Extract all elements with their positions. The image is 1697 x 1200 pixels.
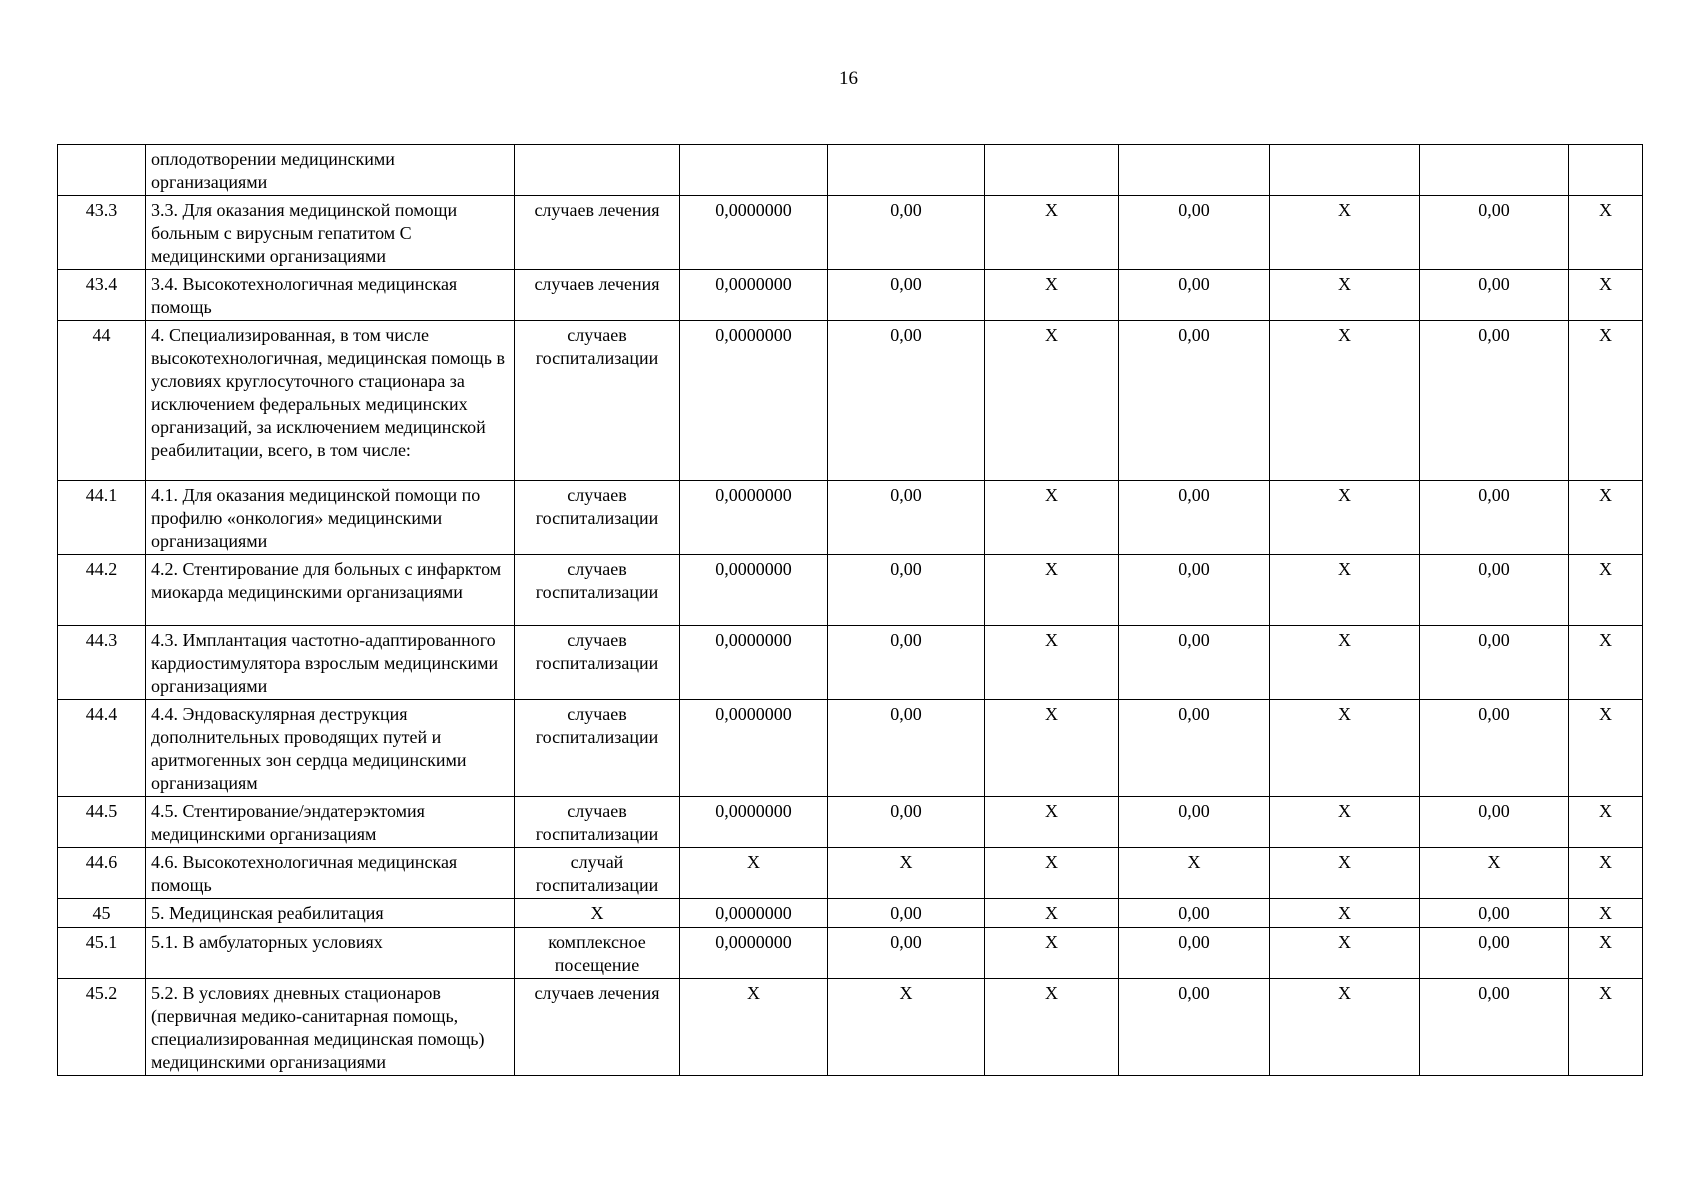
value-cell: 0,00 [828, 555, 985, 626]
value-cell: 0,00 [1119, 321, 1270, 481]
description-cell: 4.4. Эндоваскулярная деструкция дополнительных проводящих путей и аритмогенных зон сердца медицинскими организациям [146, 700, 515, 797]
value-cell: 0,00 [828, 928, 985, 979]
value-cell: X [1569, 928, 1643, 979]
value-cell: X [1270, 196, 1420, 270]
value-cell: 0,00 [828, 196, 985, 270]
value-cell: X [1569, 700, 1643, 797]
row-number-cell: 44.3 [58, 626, 146, 700]
row-number-cell [58, 145, 146, 196]
unit-cell: случаев лечения [515, 196, 680, 270]
value-cell: 0,00 [828, 270, 985, 321]
table-row [58, 270, 1643, 321]
table-row [58, 145, 1643, 196]
table-row [58, 321, 1643, 481]
value-cell: 0,00 [1420, 196, 1569, 270]
row-number-cell: 45 [58, 899, 146, 928]
value-cell: X [985, 899, 1119, 928]
unit-cell [515, 145, 680, 196]
value-cell: X [985, 481, 1119, 555]
value-cell [985, 145, 1119, 196]
value-cell: 0,0000000 [680, 555, 828, 626]
description-cell: оплодотворении медицинскими организациями [146, 145, 515, 196]
value-cell: X [680, 979, 828, 1076]
row-number-cell: 45.1 [58, 928, 146, 979]
value-cell: X [1569, 899, 1643, 928]
unit-cell: комплексное посещение [515, 928, 680, 979]
value-cell: 0,00 [1119, 928, 1270, 979]
unit-cell: случаев госпитализации [515, 797, 680, 848]
value-cell: X [1569, 481, 1643, 555]
description-cell: 5.2. В условиях дневных стационаров (первичная медико-санитарная помощь, специализированная медицинская помощь) медицинскими организациями [146, 979, 515, 1076]
value-cell: X [1270, 899, 1420, 928]
row-number-cell: 44.6 [58, 848, 146, 899]
table-row [58, 797, 1643, 848]
value-cell: X [985, 797, 1119, 848]
table-row [58, 626, 1643, 700]
description-cell: 4.5. Стентирование/эндатерэктомия медицинскими организациям [146, 797, 515, 848]
value-cell: X [1270, 700, 1420, 797]
row-number-cell: 44.1 [58, 481, 146, 555]
value-cell: 0,00 [828, 481, 985, 555]
value-cell: X [1270, 321, 1420, 481]
description-cell: 4.6. Высокотехнологичная медицинская помощь [146, 848, 515, 899]
row-number-cell: 43.3 [58, 196, 146, 270]
value-cell: X [1569, 848, 1643, 899]
value-cell: X [1569, 555, 1643, 626]
unit-cell: случаев госпитализации [515, 555, 680, 626]
value-cell [1569, 145, 1643, 196]
table-row [58, 555, 1643, 626]
value-cell [680, 145, 828, 196]
table-body [58, 145, 1643, 1076]
value-cell: 0,0000000 [680, 481, 828, 555]
description-cell: 5. Медицинская реабилитация [146, 899, 515, 928]
unit-cell: случаев госпитализации [515, 700, 680, 797]
value-cell: 0,00 [1420, 899, 1569, 928]
row-number-cell: 44.4 [58, 700, 146, 797]
value-cell: 0,00 [1119, 626, 1270, 700]
value-cell: 0,00 [1119, 797, 1270, 848]
value-cell: 0,00 [1420, 979, 1569, 1076]
value-cell: X [985, 700, 1119, 797]
row-number-cell: 44 [58, 321, 146, 481]
value-cell: 0,0000000 [680, 928, 828, 979]
table-row [58, 848, 1643, 899]
value-cell: 0,00 [1119, 899, 1270, 928]
row-number-cell: 43.4 [58, 270, 146, 321]
row-number-cell: 44.5 [58, 797, 146, 848]
unit-cell: случаев госпитализации [515, 481, 680, 555]
value-cell [828, 145, 985, 196]
description-cell: 3.4. Высокотехнологичная медицинская помощь [146, 270, 515, 321]
table-row [58, 928, 1643, 979]
value-cell: X [985, 555, 1119, 626]
unit-cell: случай госпитализации [515, 848, 680, 899]
value-cell: 0,00 [1420, 626, 1569, 700]
row-number-cell: 45.2 [58, 979, 146, 1076]
value-cell: X [1569, 979, 1643, 1076]
value-cell: 0,0000000 [680, 270, 828, 321]
value-cell: 0,00 [1420, 270, 1569, 321]
value-cell: 0,00 [828, 321, 985, 481]
value-cell: X [985, 848, 1119, 899]
value-cell: X [1270, 555, 1420, 626]
unit-cell: случаев госпитализации [515, 626, 680, 700]
description-cell: 3.3. Для оказания медицинской помощи больным с вирусным гепатитом С медицинскими организациями [146, 196, 515, 270]
value-cell: X [1569, 797, 1643, 848]
value-cell: 0,00 [828, 899, 985, 928]
value-cell: 0,0000000 [680, 797, 828, 848]
value-cell: X [985, 979, 1119, 1076]
value-cell: X [1119, 848, 1270, 899]
value-cell: 0,00 [1119, 700, 1270, 797]
value-cell: X [1270, 270, 1420, 321]
value-cell: X [1569, 626, 1643, 700]
value-cell: 0,00 [1420, 700, 1569, 797]
value-cell: X [1270, 928, 1420, 979]
value-cell: 0,0000000 [680, 196, 828, 270]
description-cell: 4.3. Имплантация частотно-адаптированного кардиостимулятора взрослым медицинскими организациями [146, 626, 515, 700]
value-cell: X [1569, 196, 1643, 270]
description-cell: 4.2. Стентирование для больных с инфарктом миокарда медицинскими организациями [146, 555, 515, 626]
value-cell: X [1270, 481, 1420, 555]
description-cell: 4. Специализированная, в том числе высокотехнологичная, медицинская помощь в условиях круглосуточного стационара за исключением федеральных медицинских организаций, за исключением медицинской реабилитации, всего, в том числе: [146, 321, 515, 481]
table-row [58, 700, 1643, 797]
value-cell: X [680, 848, 828, 899]
value-cell: X [828, 848, 985, 899]
value-cell: X [985, 321, 1119, 481]
description-cell: 4.1. Для оказания медицинской помощи по профилю «онкология» медицинскими организациями [146, 481, 515, 555]
value-cell: 0,00 [828, 626, 985, 700]
unit-cell: случаев лечения [515, 979, 680, 1076]
table-row [58, 979, 1643, 1076]
value-cell: 0,0000000 [680, 899, 828, 928]
page-number: 16 [839, 68, 858, 89]
value-cell: X [985, 270, 1119, 321]
data-table [57, 144, 1643, 1076]
value-cell [1119, 145, 1270, 196]
value-cell: 0,00 [1119, 196, 1270, 270]
value-cell: X [985, 626, 1119, 700]
description-cell: 5.1. В амбулаторных условиях [146, 928, 515, 979]
table-row [58, 196, 1643, 270]
value-cell [1270, 145, 1420, 196]
value-cell: 0,00 [1119, 481, 1270, 555]
value-cell: X [985, 928, 1119, 979]
value-cell: 0,00 [1420, 928, 1569, 979]
value-cell: X [1270, 626, 1420, 700]
unit-cell: случаев госпитализации [515, 321, 680, 481]
value-cell: X [828, 979, 985, 1076]
value-cell: 0,00 [1420, 555, 1569, 626]
value-cell: 0,00 [1119, 270, 1270, 321]
value-cell: X [1569, 321, 1643, 481]
value-cell: X [1569, 270, 1643, 321]
value-cell: 0,00 [828, 700, 985, 797]
value-cell: 0,00 [1420, 481, 1569, 555]
value-cell: 0,0000000 [680, 321, 828, 481]
value-cell: X [1420, 848, 1569, 899]
value-cell: 0,0000000 [680, 626, 828, 700]
unit-cell: X [515, 899, 680, 928]
value-cell: X [1270, 979, 1420, 1076]
value-cell: X [985, 196, 1119, 270]
value-cell: X [1270, 848, 1420, 899]
value-cell: 0,00 [828, 797, 985, 848]
value-cell: X [1270, 797, 1420, 848]
value-cell: 0,0000000 [680, 700, 828, 797]
value-cell: 0,00 [1420, 797, 1569, 848]
row-number-cell: 44.2 [58, 555, 146, 626]
table-row [58, 481, 1643, 555]
value-cell: 0,00 [1420, 321, 1569, 481]
value-cell: 0,00 [1119, 979, 1270, 1076]
unit-cell: случаев лечения [515, 270, 680, 321]
value-cell [1420, 145, 1569, 196]
value-cell: 0,00 [1119, 555, 1270, 626]
table-row [58, 899, 1643, 928]
